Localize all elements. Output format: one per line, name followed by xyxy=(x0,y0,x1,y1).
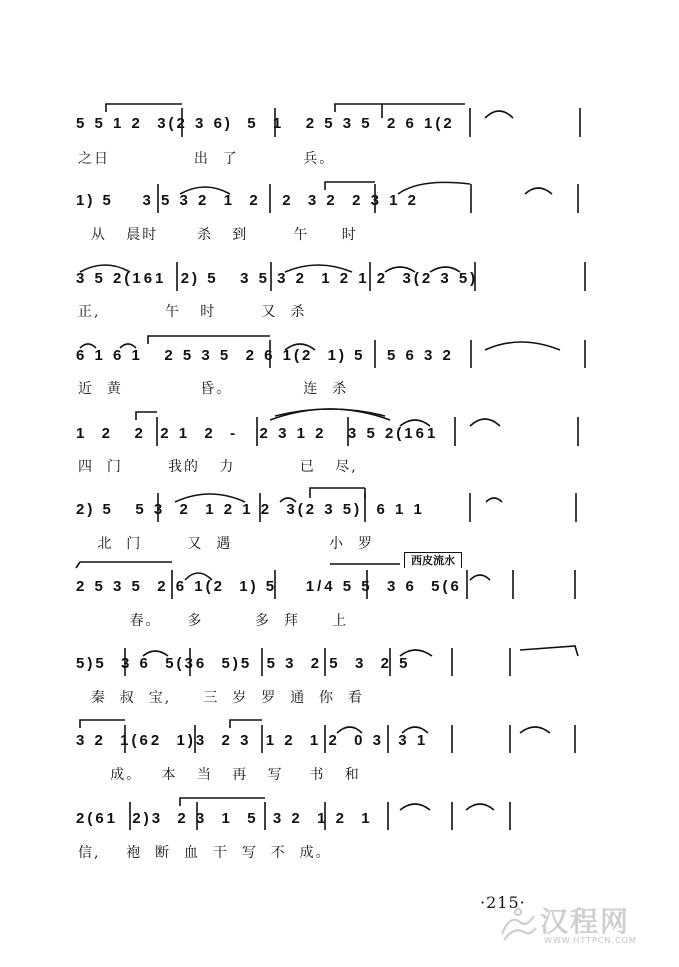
tempo-marking: 西皮流水 xyxy=(404,552,462,568)
lyric-row-7: 春。 多 多 拜 上 xyxy=(78,613,349,629)
lyric-row-3: 正, 午 时 又 杀 xyxy=(78,304,307,320)
lyric-row-9: 成。 本 当 再 写 书 和 xyxy=(78,767,361,783)
lyric-row-5: 四 门 我的 力 已 尽, xyxy=(78,459,358,475)
lyric-row-8: 秦 叔 宝, 三 岁 罗 通 你 看 xyxy=(78,690,364,706)
notation-row-6: 2) 5 5 3 2 1 2 1 2 3(2 3 5) 6 1 1 xyxy=(76,501,425,518)
lyric-row-4: 近 黄 昏。 连 杀 xyxy=(78,381,349,397)
notation-row-2: 1) 5 3 5 3 2 1 2 2 3 2 2 3 1 2 xyxy=(76,192,419,209)
lyric-row-1: 之日 出 了 兵。 xyxy=(78,151,336,167)
page-number: ·215· xyxy=(480,893,526,912)
notation-row-10: 2(61 2)3 2 3 1 5 3 2 1 2 1 xyxy=(76,810,373,827)
wave-logo-icon xyxy=(498,904,538,944)
lyric-row-2: 从 晨时 杀 到 午 时 xyxy=(78,227,358,243)
watermark-url: WWW.HTTPCN.COM xyxy=(544,936,637,945)
lyric-row-6: 北 门 又 遇 小 罗 xyxy=(78,536,374,552)
notation-row-1: 5 5 1 2 3(2 3 6) 5 1 2 5 3 5 2 6 1(2 xyxy=(76,115,455,132)
notation-row-4: 6 1 6 1 2 5 3 5 2 6 1(2 1) 5 5 6 3 2 xyxy=(76,347,454,364)
notation-row-5: 1 2 2 2 1 2 - 2 3 1 2 3 5 2(161 xyxy=(76,425,439,442)
watermark-name: 汉程网 xyxy=(540,905,631,938)
notation-row-3: 3 5 2(161 2) 5 3 5 3 2 1 2 1 2 3(2 3 5) xyxy=(76,270,479,287)
notation-row-7: 2 5 3 5 2 6 1(2 1) 5 1/4 5 5 3 6 5(6 xyxy=(76,578,462,595)
lyric-row-10: 信, 袍 断 血 干 写 不 成。 xyxy=(78,845,332,861)
watermark xyxy=(498,900,668,956)
notation-row-8: 5)5 3 6 5(36 5)5 5 3 2 5 3 2 5 xyxy=(76,655,411,672)
notation-row-9: 3 2 1(62 1)3 2 3 1 2 1 2 0 3 3 1 xyxy=(76,732,429,749)
